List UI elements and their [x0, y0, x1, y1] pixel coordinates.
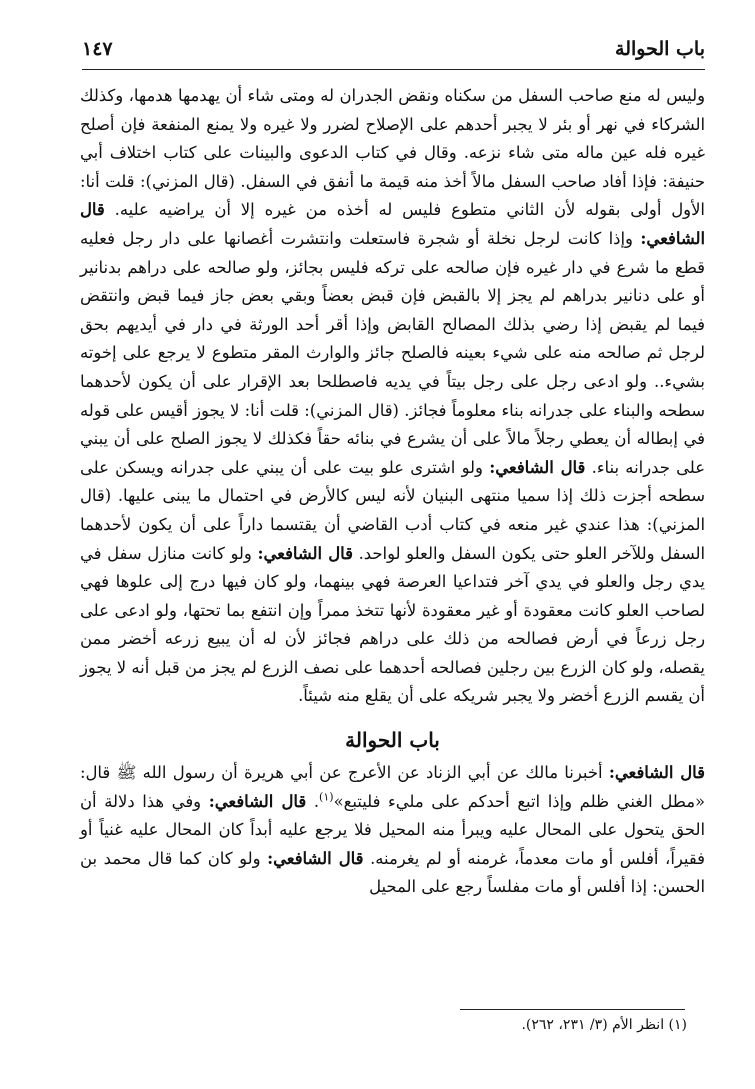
speaker-label: قال الشافعي:: [257, 543, 353, 563]
footnote: (١) انظر الأم (٣/ ٢٣١، ٢٦٢).: [521, 1017, 687, 1033]
header-divider: [82, 69, 705, 70]
paragraph: [80, 82, 705, 711]
chapter-title: باب الحوالة: [615, 38, 705, 60]
speaker-label: قال الشافعي:: [489, 457, 586, 477]
footnote-ref: (١): [319, 790, 334, 804]
section-heading: باب الحوالة: [345, 728, 440, 753]
main-text: [80, 82, 705, 902]
text-run: ولو كان كما قال محمد بن الحسن: إذا أفلس أو مات مفلساً رجع على المحيل: [80, 848, 705, 897]
footnote-divider: [460, 1009, 685, 1010]
speaker-label: قال الشافعي:: [608, 763, 706, 783]
text-run: ولو اشترى علو بيت على أن يبني على جدرانه ويسكن على سطحه أجزت ذلك إذا سميا منتهى البنيان لأنه ليس كالأرض في احتمال ما يبنى عليها. (قال المزني): هذا عندي غير منعه في كتاب أدب القاضي أن يقتسما داراً على أن يكون لأحدهما السفل وللآخر العلو حتى يكون السفل والعلو لواحد.: [80, 457, 706, 563]
paragraph: [80, 759, 705, 902]
text-run: وليس له منع صاحب السفل من سكناه ونقض الجدران له ومتى شاء أن يهدمها هدمها، وكذلك الشركاء في نهر أو بئر لا يجبر أحدهم على الإصلاح لضرر ولا غيره ولا يمنع المنفعة فإن أصلح غيره فله عين ماله متى شاء نزعه. وقال في كتاب الدعوى والبينات على كتاب اختلاف أبي حنيفة: فإذا أفاد صاحب السفل مالاً أخذ منه قيمة ما أنفق في السفل. (قال المزني): قلت أنا: الأول أولى بقوله لأن الثاني متطوع فليس له أخذه من غيره إلا أن يراضيه عليه.: [80, 86, 705, 220]
speaker-label: قال الشافعي:: [267, 848, 364, 868]
text-run: .: [306, 791, 320, 811]
text-run: أخبرنا مالك عن أبي الزناد عن الأعرج عن أبي هريرة أن رسول الله ﷺ قال: «مطل الغني ظلم وإذا اتبع أحدكم على مليء فليتبع»: [80, 763, 706, 811]
text-run: ولو كانت منازل سفل في يدي رجل والعلو في يدي آخر فتداعيا العرصة فهي بينهما، ولو كان فيها درج إلى علوها فهي لصاحب العلو كانت معقودة أو غير معقودة لأنها تتخذ ممراً وإن انتفع بما تحتها، ولو ادعى على رجل زرعاً في أرض فصالحه من ذلك على دراهم فجائز لأن له أن يبيع زرعه أخضر ممن يقصله، ولو كان الزرع بين رجلين فصالحه أحدهما على نصف الزرع لم يجز من قبل أنه لا يجوز أن يقسم الزرع أخضر ولا يجبر شريكه على أن يقلع منه شيئاً.: [80, 543, 705, 706]
speaker-label: قال الشافعي:: [80, 200, 705, 248]
speaker-label: قال الشافعي:: [208, 791, 307, 811]
text-run: وفي هذا دلالة أن الحق يتحول على المحال عليه ويبرأ منه المحيل فلا يرجع عليه أبداً كان المحال عليه غنياً أو فقيراً، أفلس أو مات معدماً، غرمنه أو لم يغرمنه.: [80, 791, 705, 868]
page-header: [82, 38, 705, 66]
page-number: ١٤٧: [82, 38, 113, 60]
text-run: وإذا كانت لرجل نخلة أو شجرة فاستعلت وانتشرت أغصانها على دار رجل فعليه قطع ما شرع في دار غيره فإن صالحه على تركه فليس بجائز، ولو صالحه على دراهم بدنانير أو على دنانير بدراهم لم يجز إلا بالقبض فإن قبض بعضاً وبقي بعض جاز فيما قبض وانتقض فيما لم يقبض إذا رضي بذلك المصالح القابض وإذا أقر أحد الورثة في دار في أيديهم بحق لرجل ثم صالحه منه على شيء بعينه فالصلح جائز والوارث المقر متطوع لا يرجع على إخوته بشيء.. ولو ادعى رجل على رجل بيتاً في يديه فاصطلحا بعد الإقرار على أن يكون لأحدهما سطحه والبناء على جدرانه بناء معلوماً فجائز. (قال المزني): قلت أنا: لا يجوز أقيس على قوله في إبطاله أن يعطي رجلاً مالاً على أن يشرع في بنائه حقاً فكذلك لا يجوز الصلح على أن يبني على جدرانه بناء.: [80, 228, 705, 477]
